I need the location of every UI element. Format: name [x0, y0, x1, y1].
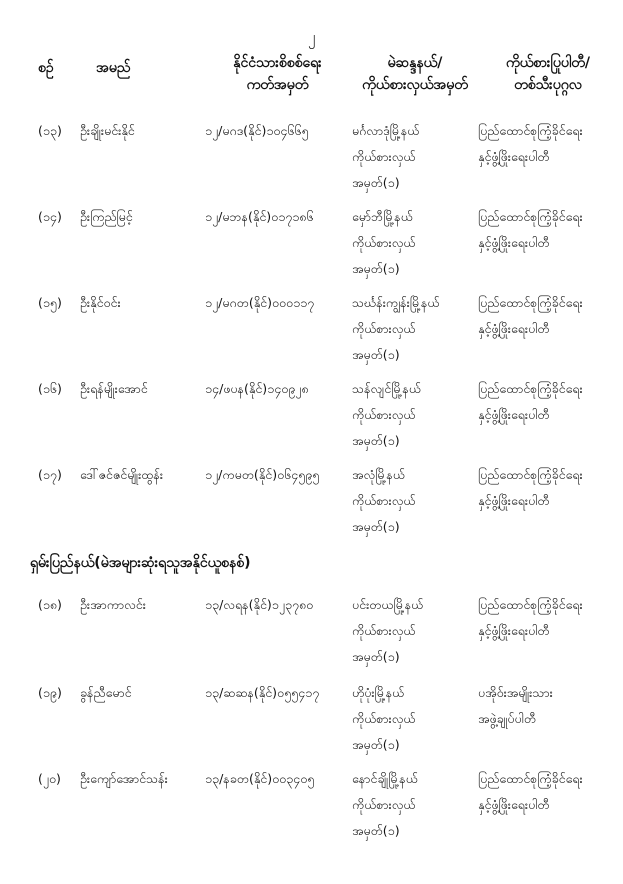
row-party-line2: နှင့်ဖွံ့ဖြိုးရေးပါတီ [478, 407, 550, 422]
row-no: (၁၇) [38, 467, 62, 482]
row-constituency-line1: ပင်းတယမြို့နယ် [352, 597, 424, 612]
header-party [478, 52, 618, 96]
header-constituency-line2: ကိုယ်စားလှယ်အမှတ် [362, 77, 468, 93]
row-party-line2: အဖွဲ့ချုပ်ပါတီ [478, 711, 537, 726]
row-party-line1: ပြည်ထောင်စုကြံ့ခိုင်ရေး [478, 209, 583, 224]
row-id: ၁၃/လရန(နိုင်)၁၂၃၇၈၀ [205, 597, 314, 612]
row-constituency-line1: သင်္ဃန်းကျွန်းမြို့နယ် [352, 295, 440, 310]
row-id: ၁၂/မဂဒ(နိုင်)၁၀၄၆၆၅ [205, 123, 309, 138]
section-title: ရှမ်းပြည်နယ်(မဲအများဆုံးရသူအနိုင်ယူစနစ်) [30, 555, 251, 571]
row-constituency-line3: အမှတ်(၁) [352, 433, 400, 448]
row-constituency-line2: ကိုယ်စားလှယ် [352, 797, 416, 812]
page-number: ၂ [307, 28, 316, 46]
row-name: ဦးကြည်မြင့် [80, 209, 133, 224]
row-constituency [352, 680, 478, 758]
row-id: ၁၂/ကမတ(နိုင်)၀၆၄၅၉၅ [205, 467, 320, 482]
row-name: ခွန်ညီမောင် [80, 685, 132, 700]
table-row [0, 376, 623, 456]
row-no: (၁၄) [38, 209, 62, 224]
row-constituency-line3: အမှတ်(၁) [352, 649, 400, 664]
table-row [0, 118, 623, 198]
row-party-line1: ပြည်ထောင်စုကြံ့ခိုင်ရေး [478, 597, 583, 612]
row-constituency [352, 290, 478, 368]
row-party-line1: ပြည်ထောင်စုကြံ့ခိုင်ရေး [478, 123, 583, 138]
row-id: ၁၂/မဘန(နိုင်)၀၁၇၁၈၆ [205, 209, 314, 224]
row-no: (၁၆) [38, 381, 62, 396]
row-party-line1: ပြည်ထောင်စုကြံ့ခိုင်ရေး [478, 771, 583, 786]
row-constituency [352, 592, 478, 670]
row-party-line1: ပြည်ထောင်စုကြံ့ခိုင်ရေး [478, 295, 583, 310]
row-constituency-line3: အမှတ်(၁) [352, 519, 400, 534]
table-row [0, 766, 623, 846]
table-header [0, 52, 623, 102]
row-id: ၁၄/ဖပန(နိုင်)၁၄၀၉၂၈ [205, 381, 309, 396]
row-constituency-line1: နောင်ချိုမြို့နယ် [352, 771, 418, 786]
row-party-line1: ပြည်ထောင်စုကြံ့ခိုင်ရေး [478, 381, 583, 396]
table-row [0, 290, 623, 370]
row-no: (၁၅) [38, 295, 62, 310]
row-party [478, 118, 618, 170]
row-party-line2: နှင့်ဖွံ့ဖြိုးရေးပါတီ [478, 797, 550, 812]
table-row [0, 592, 623, 672]
header-constituency [352, 52, 478, 96]
row-name: ဦးကျော်အောင်သန်း [80, 771, 168, 786]
row-constituency-line2: ကိုယ်စားလှယ် [352, 711, 416, 726]
row-id: ၁၂/မဂတ(နိုင်)၀၀၀၁၁၇ [205, 295, 315, 310]
row-no: (၁၉) [38, 685, 62, 700]
header-id-line2: ကတ်အမှတ် [246, 77, 309, 93]
row-party-line2: နှင့်ဖွံ့ဖြိုးရေးပါတီ [478, 321, 550, 336]
row-constituency [352, 118, 478, 196]
row-no: (၁၈) [38, 597, 62, 612]
row-constituency [352, 204, 478, 282]
row-constituency-line1: ဟိုပုံးမြို့နယ် [352, 685, 405, 700]
row-party-line1: ပြည်ထောင်စုကြံ့ခိုင်ရေး [478, 467, 583, 482]
header-party-line2: တစ်သီးပုဂ္ဂလ [514, 77, 582, 93]
row-name: ဦးနိုင်ဝင်း [80, 295, 121, 310]
row-constituency-line1: သန်လျင်မြို့နယ် [352, 381, 421, 396]
row-party [478, 376, 618, 428]
row-id: ၁၃/ဆဆန(နိုင်)၀၅၅၄၁၇ [205, 685, 320, 700]
header-name: အမည် [96, 60, 131, 76]
row-constituency-line3: အမှတ်(၁) [352, 737, 400, 752]
row-constituency-line1: မှော်ဘီမြို့နယ် [352, 209, 413, 224]
row-constituency-line2: ကိုယ်စားလှယ် [352, 321, 416, 336]
table-row [0, 462, 623, 542]
header-id-line1: နိုင်ငံသားစိစစ်ရေး [233, 55, 322, 71]
row-constituency-line3: အမှတ်(၁) [352, 261, 400, 276]
row-constituency-line2: ကိုယ်စားလှယ် [352, 493, 416, 508]
row-name: ဒေါ်ဇင်ဇင်မျိုးထွန်း [80, 467, 164, 482]
row-name: ဦးချိုးမင်းနိုင် [80, 123, 135, 138]
row-constituency-line2: ကိုယ်စားလှယ် [352, 235, 416, 250]
row-party [478, 204, 618, 256]
row-party-line2: နှင့်ဖွံ့ဖြိုးရေးပါတီ [478, 493, 550, 508]
row-party-line2: နှင့်ဖွံ့ဖြိုးရေးပါတီ [478, 149, 550, 164]
row-party-line1: ပအိုဝ်းအမျိုးသား [478, 685, 553, 700]
row-party [478, 680, 618, 732]
header-party-line1: ကိုယ်စားပြုပါတီ/ [506, 55, 590, 71]
row-constituency-line3: အမှတ်(၁) [352, 823, 400, 838]
row-constituency-line3: အမှတ်(၁) [352, 347, 400, 362]
row-constituency-line3: အမှတ်(၁) [352, 175, 400, 190]
row-constituency-line1: မင်္ဂလာဒုံမြို့နယ် [352, 123, 420, 138]
table-row [0, 680, 623, 760]
header-id [205, 52, 350, 96]
row-constituency [352, 462, 478, 540]
row-party [478, 766, 618, 818]
row-name: ဦးအာကာလင်း [80, 597, 146, 612]
row-id: ၁၃/နခတ(နိုင်)၀၀၃၄၀၅ [205, 771, 315, 786]
row-party [478, 462, 618, 514]
row-constituency-line2: ကိုယ်စားလှယ် [352, 149, 416, 164]
row-party-line2: နှင့်ဖွံ့ဖြိုးရေးပါတီ [478, 235, 550, 250]
row-name: ဦးရန်မျိုးအောင် [80, 381, 148, 396]
header-constituency-line1: မဲဆန္ဒနယ်/ [387, 55, 443, 71]
row-constituency [352, 766, 478, 844]
row-constituency-line1: အလုံမြို့နယ် [352, 467, 405, 482]
row-party [478, 290, 618, 342]
row-constituency-line2: ကိုယ်စားလှယ် [352, 623, 416, 638]
row-no: (၂၀) [38, 771, 61, 786]
row-constituency [352, 376, 478, 454]
row-party-line2: နှင့်ဖွံ့ဖြိုးရေးပါတီ [478, 623, 550, 638]
row-party [478, 592, 618, 644]
row-no: (၁၃) [38, 123, 62, 138]
header-no: စဉ် [38, 60, 54, 76]
row-constituency-line2: ကိုယ်စားလှယ် [352, 407, 416, 422]
table-row [0, 204, 623, 284]
